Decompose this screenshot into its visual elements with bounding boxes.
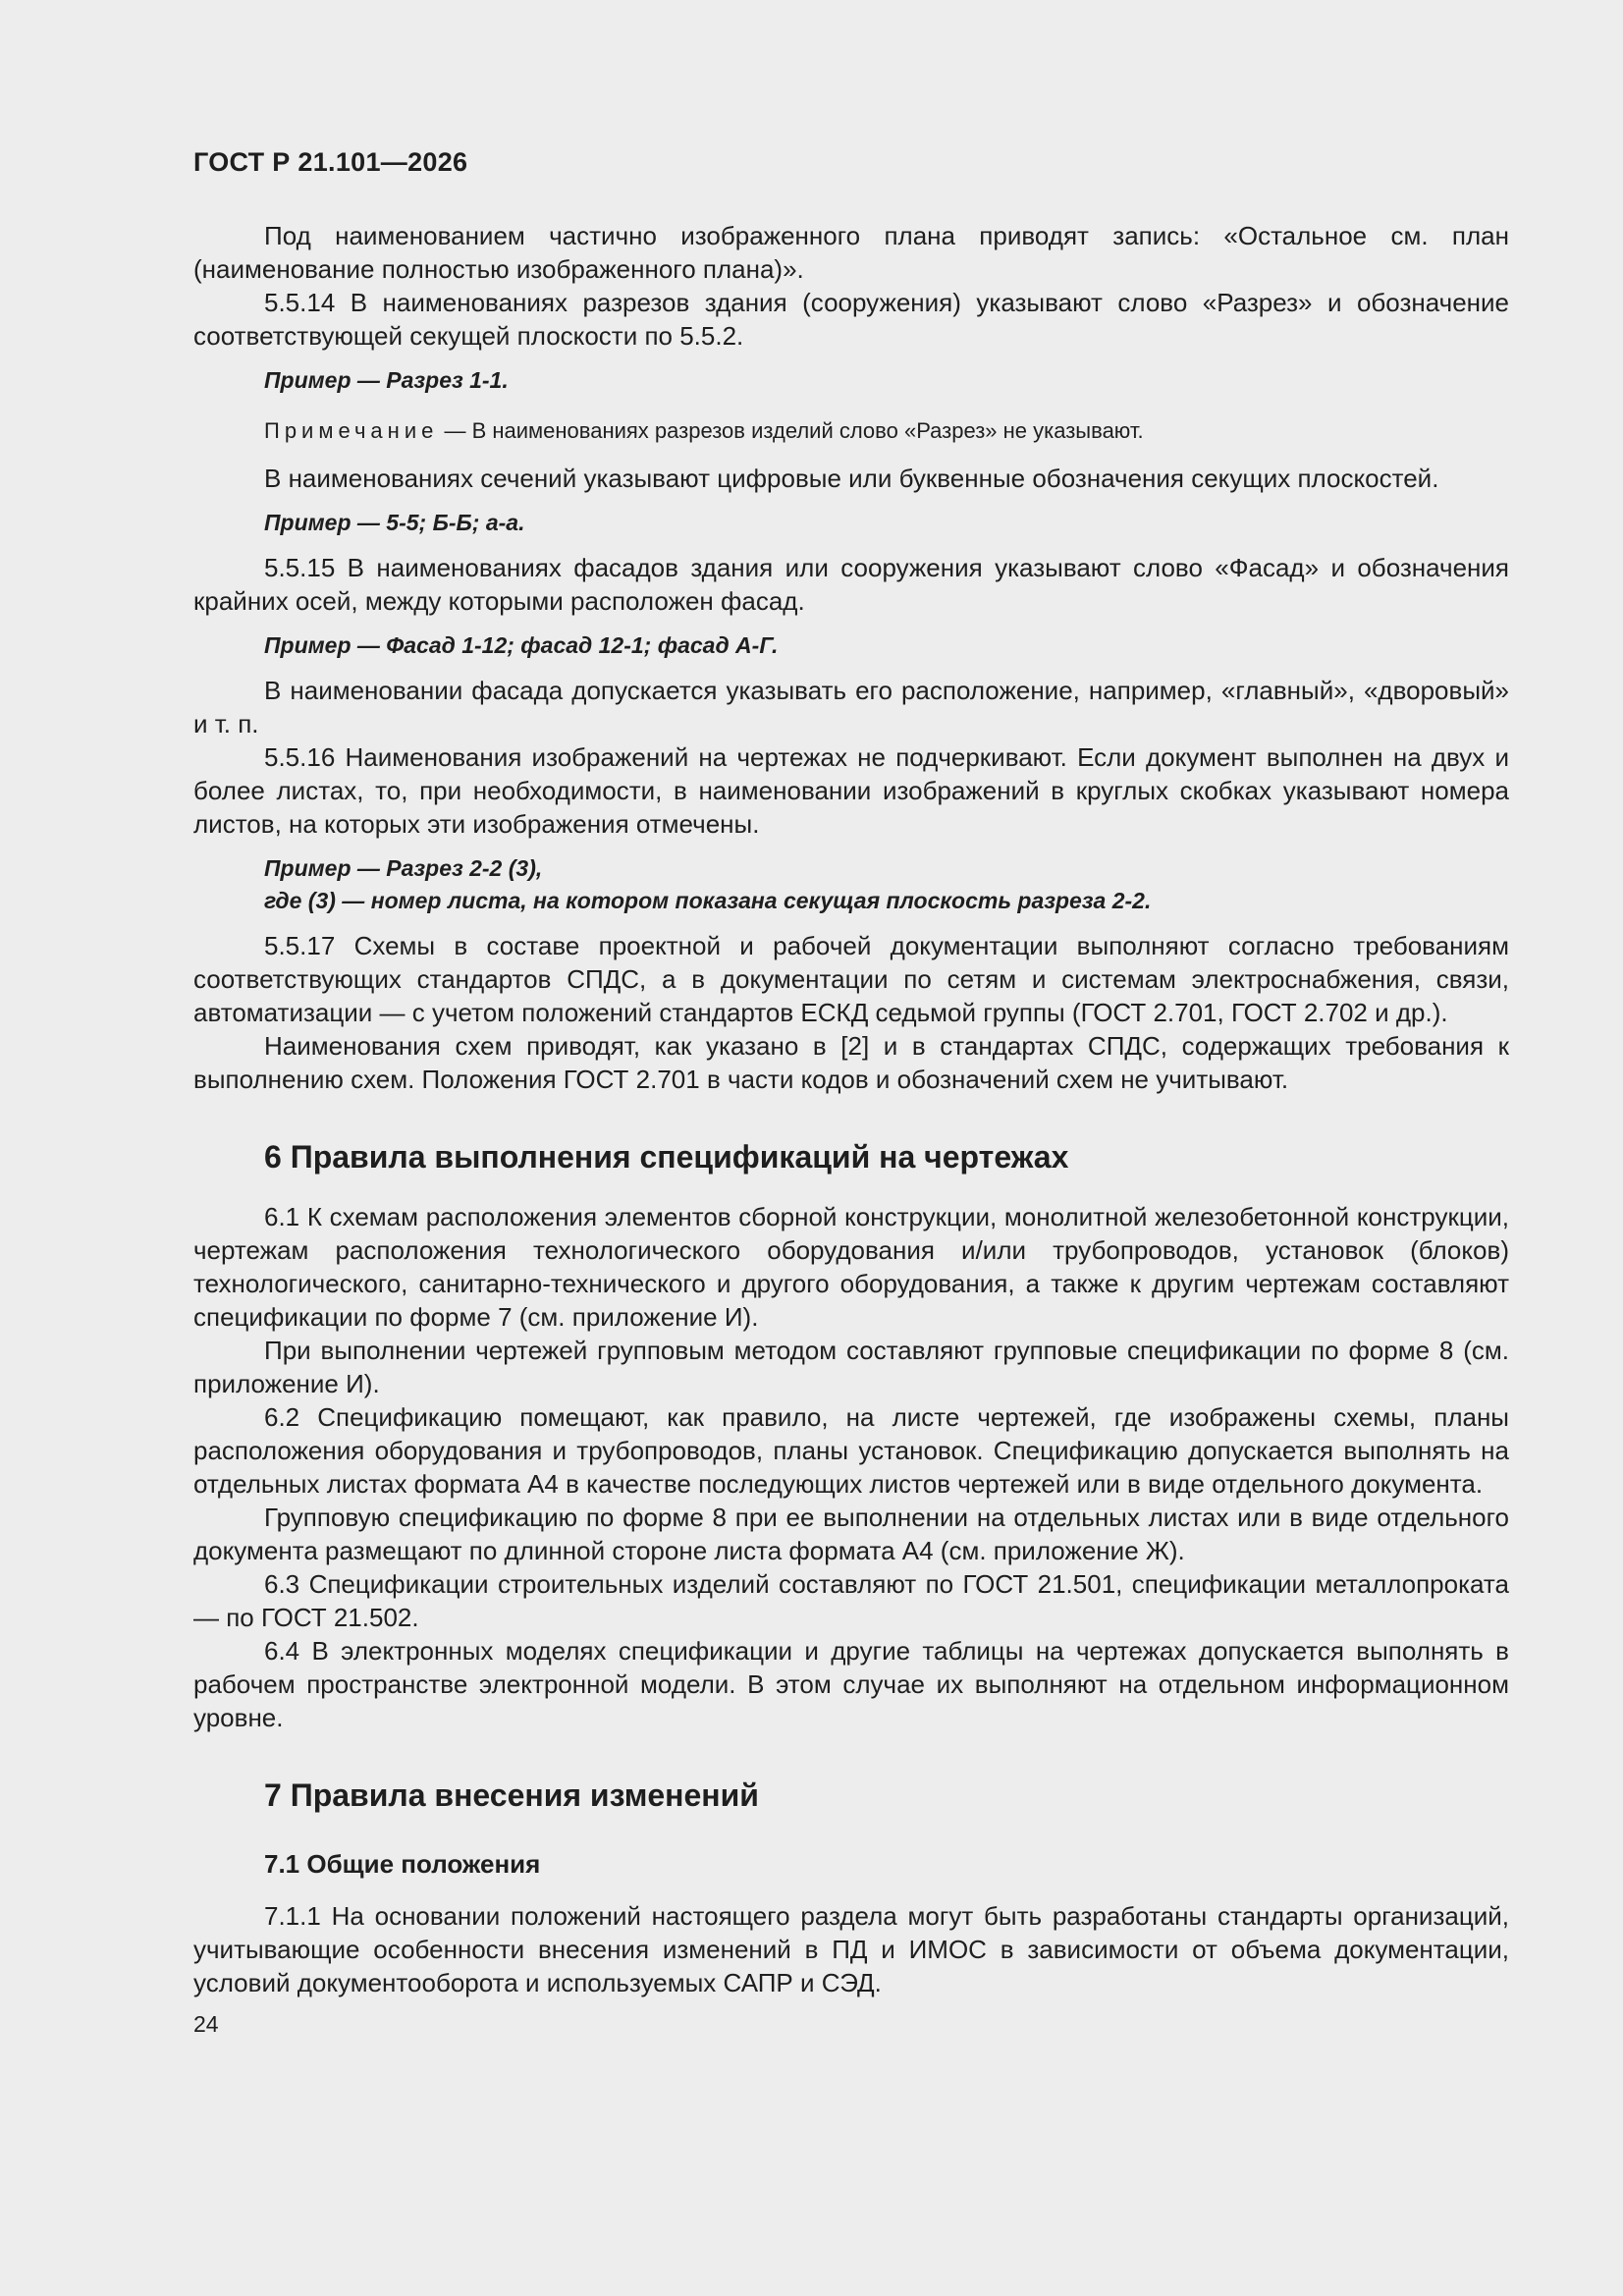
paragraph-plan-title: Под наименованием частично изображенного плана приводят запись: «Остальное см. план (наименование полностью изображенного плана)». xyxy=(193,221,1509,284)
note-label: Примечание xyxy=(264,418,439,443)
paragraph-group-method: При выполнении чертежей групповым методом составляют групповые спецификации по форме 8 (см. приложение И). xyxy=(193,1336,1509,1398)
document-page xyxy=(193,147,1509,2038)
paragraph-6-4: 6.4 В электронных моделях спецификации и другие таблицы на чертежах допускается выполнять в рабочем пространстве электронной модели. В этом случае их выполняют на отдельном информационном уровне. xyxy=(193,1636,1509,1732)
note xyxy=(264,414,1509,448)
paragraph-6-3: 6.3 Спецификации строительных изделий составляют по ГОСТ 21.501, спецификации металлопроката — по ГОСТ 21.502. xyxy=(193,1569,1509,1632)
paragraph-5-5-17: 5.5.17 Схемы в составе проектной и рабочей документации выполняют согласно требованиям соответствующих стандартов СПДС, а в документации по сетям и системам электроснабжения, связи, автоматизации — с учетом положений стандартов ЕСКД седьмой группы (ГОСТ 2.701, ГОСТ 2.702 и др.). xyxy=(193,931,1509,1027)
paragraph-6-1: 6.1 К схемам расположения элементов сборной конструкции, монолитной железобетонной конструкции, чертежам расположения технологического оборудования и/или трубопроводов, установок (блоков) технологического, санитарно-технического и другого оборудования, а также к другим чертежам составляют спецификации по форме 7 (см. приложение И). xyxy=(193,1202,1509,1332)
paragraph-group-spec: Групповую спецификацию по форме 8 при ее выполнении на отдельных листах или в виде отдельного документа размещают по длинной стороне листа формата А4 (см. приложение Ж). xyxy=(193,1503,1509,1565)
section-6-heading: 6 Правила выполнения спецификаций на чертежах xyxy=(264,1139,1069,1175)
section-7-1-heading: 7.1 Общие положения xyxy=(264,1849,541,1879)
document-header: ГОСТ Р 21.101—2026 xyxy=(193,147,468,177)
example-facade: Пример — Фасад 1-12; фасад 12-1; фасад А-Г. xyxy=(264,632,779,658)
example-section-title: Пример — Разрез 1-1. xyxy=(264,367,509,393)
paragraph-6-2: 6.2 Спецификацию помещают, как правило, на листе чертежей, где изображены схемы, планы расположения оборудования и трубопроводов, планы установок. Спецификацию допускается выполнять на отдельных листах формата А4 в качестве последующих листов чертежей или в виде отдельного документа. xyxy=(193,1402,1509,1499)
page-number: 24 xyxy=(193,2011,219,2037)
paragraph-7-1-1: 7.1.1 На основании положений настоящего раздела могут быть разработаны стандарты организаций, учитывающие особенности внесения изменений в ПД и ИМОС в зависимости от объема документации, условий документооборота и используемых САПР и СЭД. xyxy=(193,1901,1509,1997)
paragraph-5-5-16: 5.5.16 Наименования изображений на чертежах не подчеркивают. Если документ выполнен на двух и более листах, то, при необходимости, в наименовании изображений в круглых скобках указывают номера листов, на которых эти изображения отмечены. xyxy=(193,742,1509,839)
paragraph-scheme-names: Наименования схем приводят, как указано в [2] и в стандартах СПДС, содержащих требования к выполнению схем. Положения ГОСТ 2.701 в части кодов и обозначений схем не учитывают. xyxy=(193,1031,1509,1094)
paragraph-facade-location: В наименовании фасада допускается указывать его расположение, например, «главный», «дворовый» и т. п. xyxy=(193,676,1509,738)
example-sheet-number-line2: где (3) — номер листа, на котором показана секущая плоскость разреза 2-2. xyxy=(264,888,1152,913)
paragraph-5-5-15: 5.5.15 В наименованиях фасадов здания или сооружения указывают слово «Фасад» и обозначения крайних осей, между которыми расположен фасад. xyxy=(193,553,1509,616)
example-sheet-number xyxy=(264,852,1509,917)
example-section-labels: Пример — 5-5; Б-Б; а-а. xyxy=(264,510,525,535)
paragraph-5-5-14: 5.5.14 В наименованиях разрезов здания (сооружения) указывают слово «Разрез» и обозначение соответствующей секущей плоскости по 5.5.2. xyxy=(193,288,1509,351)
note-text: — В наименованиях разрезов изделий слово «Разрез» не указывают. xyxy=(438,418,1144,443)
section-7-heading: 7 Правила внесения изменений xyxy=(264,1777,759,1813)
example-sheet-number-line1: Пример — Разрез 2-2 (3), xyxy=(264,855,543,881)
paragraph-sections-naming: В наименованиях сечений указывают цифровые или буквенные обозначения секущих плоскостей. xyxy=(264,464,1439,493)
